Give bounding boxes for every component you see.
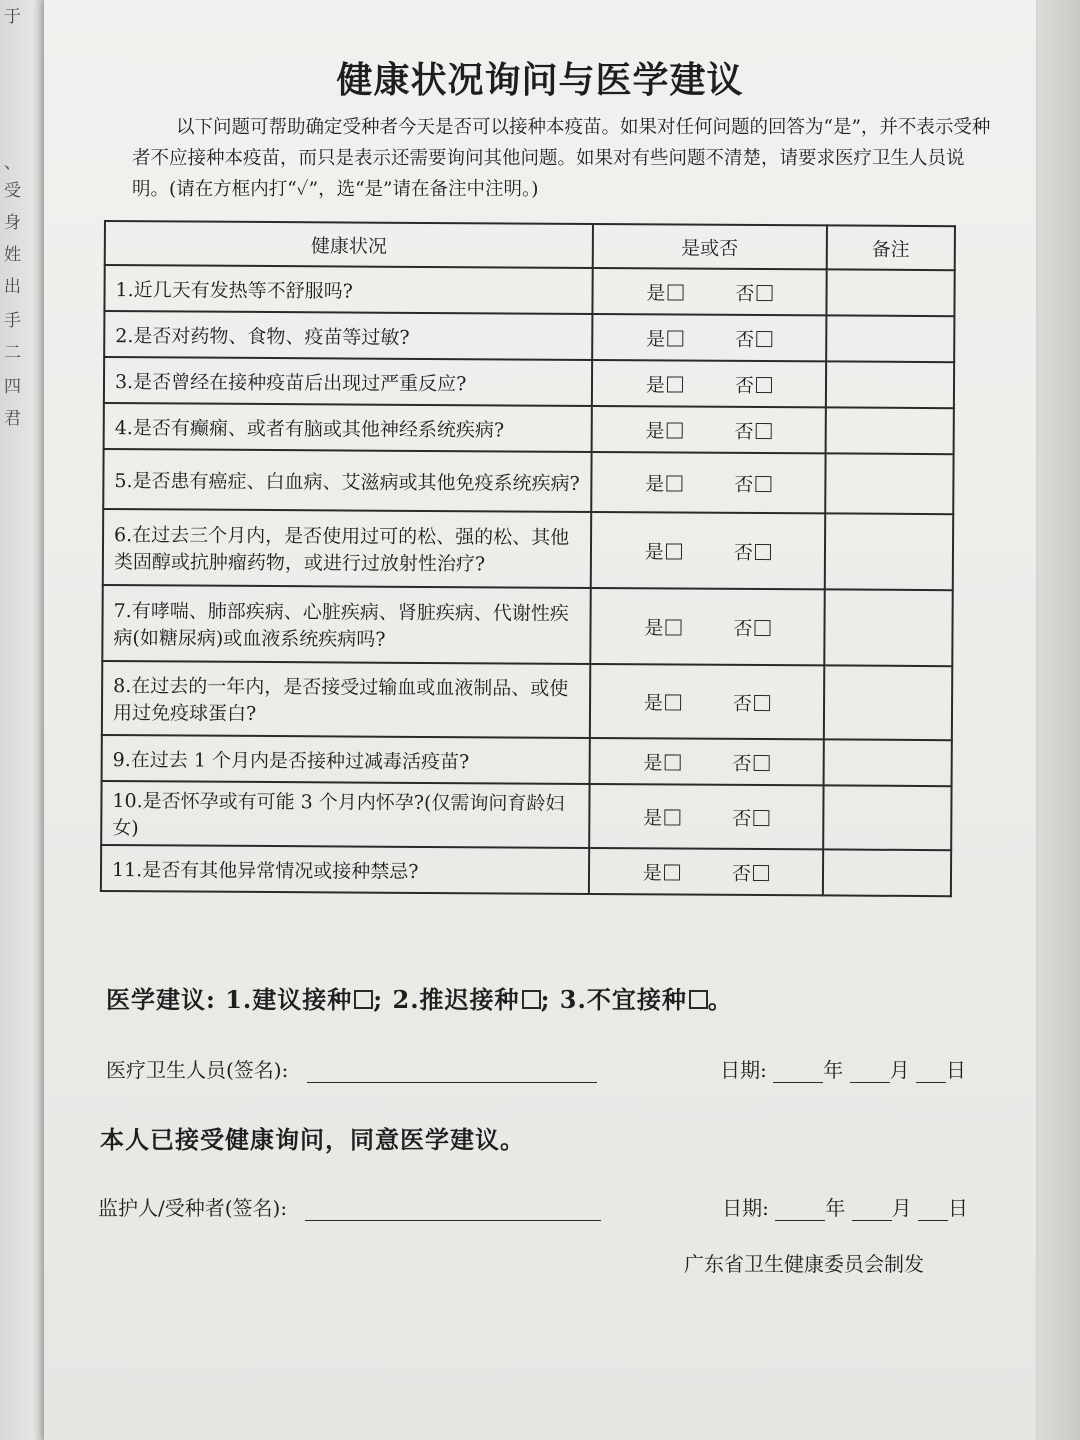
no-checkbox[interactable] [753,864,769,880]
no-label: 否 [732,692,753,715]
table-row [102,735,952,786]
yes-checkbox[interactable] [665,619,681,635]
advice-option-label: 2.推迟接种 [392,985,520,1014]
advice-option-recommend[interactable] [225,985,373,1014]
yes-label: 是 [646,327,666,350]
no-checkbox[interactable] [755,543,771,559]
date-year-field[interactable] [773,1064,823,1083]
no-label: 否 [731,862,751,885]
yes-label: 是 [643,691,664,714]
question-text: 4.是否有癫痫、或者有脑或其他神经系统疾病? [104,403,592,452]
date-month-field[interactable] [850,1064,890,1083]
note-cell[interactable] [822,849,951,896]
question-text: 5.是否患有癌症、白血病、艾滋病或其他免疫系统疾病? [103,449,592,512]
no-checkbox[interactable] [755,475,771,491]
no-label: 否 [732,752,752,775]
no-checkbox[interactable] [753,809,769,825]
yes-checkbox[interactable] [667,422,683,438]
no-label: 否 [734,473,754,496]
question-text: 7.有哮喘、肺部疾病、心脏疾病、肾脏疾病、代谢性疾病(如糖尿病)或血液系统疾病吗? [102,585,591,664]
staff-signature-label: 医疗卫生人员(签名): [106,1058,289,1082]
yes-checkbox[interactable] [666,475,682,491]
yes-no-cell [590,664,824,739]
yes-label: 是 [643,806,663,829]
adjacent-page-char: 四 [4,377,21,397]
yes-no-cell [589,784,823,849]
note-cell[interactable] [823,785,952,850]
yes-no-cell [592,314,826,361]
checkbox-not-suitable[interactable] [689,990,708,1009]
yes-option[interactable] [646,416,683,443]
day-label: 日 [946,1058,966,1082]
yes-no-cell [591,512,825,589]
table-header-row [105,221,955,270]
date-month-field[interactable] [852,1202,892,1221]
day-label: 日 [948,1196,968,1220]
yes-checkbox[interactable] [665,754,681,770]
table-row [102,585,952,666]
advice-option-not-suitable[interactable] [560,985,708,1014]
year-label: 年 [823,1058,844,1082]
no-option[interactable] [735,278,772,305]
question-text: 1.近几天有发热等不舒服吗? [104,265,592,314]
advice-label: 医学建议: [106,985,216,1014]
yes-option[interactable] [643,803,680,830]
table-row [104,265,954,316]
checkbox-recommend[interactable] [354,990,373,1009]
yes-option[interactable] [644,688,681,715]
medical-advice: 医学建议: 1.建议接种 ; 2.推迟接种 ; 3.不宜接种 。 [106,985,733,1014]
guardian-date [722,1192,968,1221]
checkbox-postpone[interactable] [522,990,541,1009]
no-checkbox[interactable] [756,376,772,392]
yes-checkbox[interactable] [666,543,682,559]
question-text: 8.在过去的一年内，是否接受过输血或血液制品、或使用过免疫球蛋白? [102,661,591,738]
no-option[interactable] [734,537,771,564]
issuer-footer: 广东省卫生健康委员会制发 [684,1252,924,1276]
no-label: 否 [734,374,754,397]
yes-label: 是 [646,281,666,304]
staff-signature-row [106,1054,966,1083]
no-option[interactable] [732,748,769,775]
note-cell[interactable] [825,361,954,408]
background-surface [1036,0,1080,1440]
yes-checkbox[interactable] [664,864,680,880]
table-row [101,781,951,850]
no-option[interactable] [734,469,771,496]
header-note: 备注 [826,225,955,270]
consent-statement: 本人已接受健康询问，同意医学建议。 [100,1125,525,1154]
form-sheet [44,0,1036,1440]
date-day-field[interactable] [918,1202,948,1221]
table-row [103,449,953,514]
yes-option[interactable] [643,858,680,885]
yes-no-cell [593,268,827,315]
yes-no-cell [589,848,823,895]
yes-checkbox[interactable] [667,284,683,300]
no-checkbox[interactable] [754,694,770,710]
yes-no-cell [590,588,824,665]
date-label: 日期: [722,1196,769,1220]
note-cell[interactable] [823,739,952,786]
yes-label: 是 [644,540,664,563]
yes-no-cell [590,738,824,785]
adjacent-page-char: 二 [4,343,21,363]
note-cell[interactable] [826,315,955,362]
no-label: 否 [733,617,753,640]
adjacent-page-char: 出 [4,277,21,297]
health-questionnaire-table [100,220,956,897]
document-title: 健康状况询问与医学建议 [336,59,744,101]
table-row [102,661,952,740]
date-day-field[interactable] [916,1064,946,1083]
no-label: 否 [735,328,755,351]
staff-date [720,1054,966,1083]
adjacent-page-char: 手 [4,311,21,331]
header-yes-no: 是或否 [593,224,827,269]
table-row [104,311,954,362]
adjacent-page-char: 受 [4,181,21,201]
table-row [104,403,954,454]
no-checkbox[interactable] [756,422,772,438]
no-label: 否 [735,282,755,305]
advice-option-label: 3.不宜接种 [559,985,687,1014]
adjacent-page-char: 、 [4,153,21,173]
yes-option[interactable] [645,537,682,564]
note-cell[interactable] [824,589,953,666]
table-row [104,357,954,408]
advice-end-mark: 。 [707,985,733,1014]
no-option[interactable] [733,613,770,640]
yes-checkbox[interactable] [664,809,680,825]
yes-option[interactable] [646,324,683,351]
month-label: 月 [891,1196,912,1220]
guardian-signature-label: 监护人/受种者(签名): [98,1196,288,1220]
no-option[interactable] [733,688,770,715]
yes-checkbox[interactable] [667,376,683,392]
note-cell[interactable] [825,407,954,454]
month-label: 月 [889,1058,910,1082]
adjacent-page-char: 君 [4,409,21,429]
question-text: 9.在过去 1 个月内是否接种过减毒活疫苗? [102,735,590,784]
no-checkbox[interactable] [756,330,772,346]
staff-signature-field[interactable] [307,1064,597,1083]
advice-option-postpone[interactable] [393,985,541,1014]
yes-no-cell [591,452,825,513]
adjacent-page-edge [0,0,46,1440]
yes-option[interactable] [645,469,682,496]
yes-label: 是 [645,419,665,442]
yes-label: 是 [644,616,664,639]
year-label: 年 [825,1196,846,1220]
yes-label: 是 [645,373,665,396]
guardian-signature-field[interactable] [305,1202,601,1221]
note-cell[interactable] [825,453,954,514]
note-cell[interactable] [824,513,953,590]
yes-no-cell [592,406,826,453]
adjacent-page-char: 身 [4,213,21,233]
no-label: 否 [733,541,753,564]
no-option[interactable] [732,858,769,885]
question-text: 6.在过去三个月内，是否使用过可的松、强的松、其他类固醇或抗肿瘤药物，或进行过放射性治疗? [103,509,592,588]
yes-no-cell [592,360,826,407]
yes-option[interactable] [646,278,683,305]
no-checkbox[interactable] [754,619,770,635]
yes-option[interactable] [643,748,680,775]
yes-label: 是 [645,472,665,495]
yes-checkbox[interactable] [667,330,683,346]
no-option[interactable] [735,324,772,351]
intro-paragraph: 以下问题可帮助确定受种者今天是否可以接种本疫苗。如果对任何问题的回答为“是”，并不表示受种者不应接种本疫苗，而只是表示还需要询问其他问题。如果对有些问题不清楚，请要求医疗卫生人员说明。(请在方框内打“✓”，选“是”请在备注中注明。) [132,117,991,200]
adjacent-page-char: 姓 [4,245,21,265]
no-label: 否 [734,420,754,443]
no-checkbox[interactable] [756,284,772,300]
no-checkbox[interactable] [754,754,770,770]
no-option[interactable] [735,370,772,397]
yes-checkbox[interactable] [665,694,681,710]
yes-option[interactable] [646,370,683,397]
no-option[interactable] [732,803,769,830]
question-text: 11.是否有其他异常情况或接种禁忌? [101,845,589,894]
question-text: 3.是否曾经在接种疫苗后出现过严重反应? [104,357,592,406]
date-label: 日期: [720,1058,767,1082]
advice-option-label: 1.建议接种 [225,985,353,1014]
yes-label: 是 [643,751,663,774]
note-cell[interactable] [826,269,955,316]
no-label: 否 [732,807,752,830]
question-text: 2.是否对药物、食物、疫苗等过敏? [104,311,592,360]
yes-option[interactable] [644,613,681,640]
table-row [101,845,951,896]
guardian-signature-row [98,1192,968,1221]
yes-label: 是 [642,861,662,884]
no-option[interactable] [735,416,772,443]
note-cell[interactable] [823,665,952,740]
adjacent-page-char: 于 [4,7,21,27]
date-year-field[interactable] [775,1202,825,1221]
question-text: 10.是否怀孕或有可能 3 个月内怀孕?(仅需询问育龄妇女) [101,781,590,848]
table-row [103,509,953,590]
header-condition: 健康状况 [105,221,593,268]
